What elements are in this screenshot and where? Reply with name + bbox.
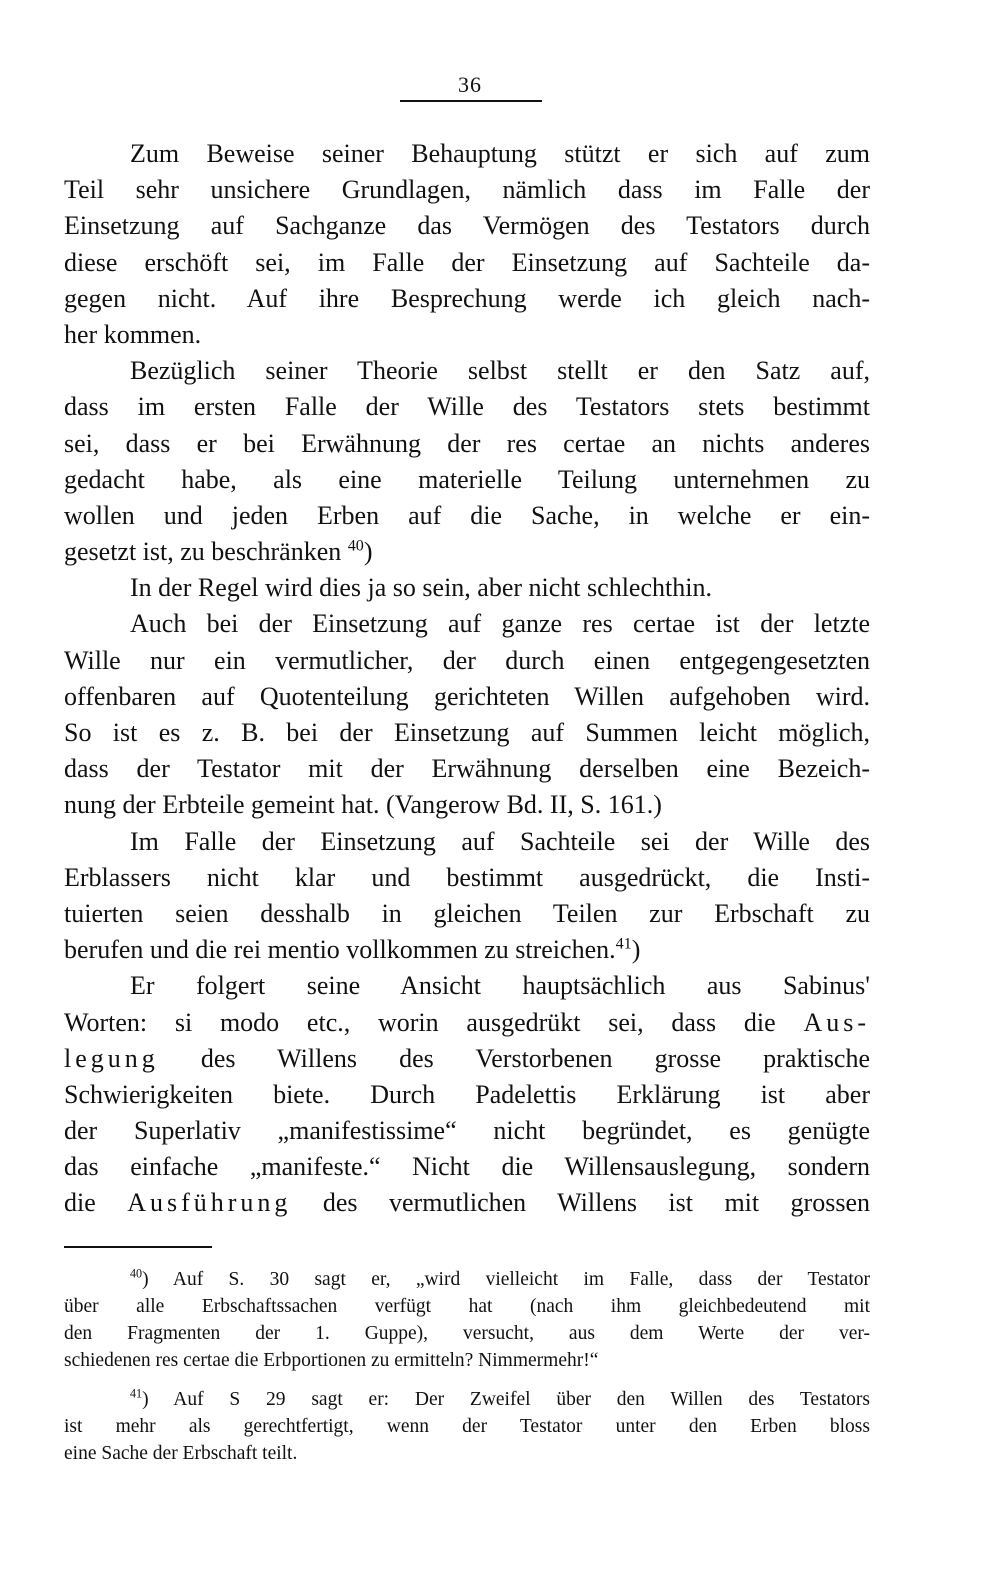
footnote-ref: 40: [347, 537, 364, 555]
text-line: das einfache „manifeste.“ Nicht die Willensauslegung, sondern: [64, 1152, 870, 1182]
text-line: dass im ersten Falle der Wille des Testators stets bestimmt: [64, 392, 870, 422]
text-line: [64, 1041, 870, 1077]
text-line: Im Falle der Einsetzung auf Sachteile sei der Wille des: [130, 826, 870, 856]
text-line: [64, 1005, 870, 1041]
line-text: des vermutlichen Willens ist mit grossen: [322, 1188, 870, 1218]
text-line: tuierten seien desshalb in gleichen Teilen zur Erbschaft zu: [64, 898, 870, 928]
text-line: Schwierigkeiten biete. Durch Padelettis Erklärung ist aber: [64, 1079, 870, 1109]
spaced-emphasis: Ausführung: [127, 1188, 292, 1218]
footnote-ref-paren: ): [363, 537, 373, 567]
spaced-emphasis: Aus-: [803, 1007, 871, 1037]
footnote-marker-number: 40: [130, 1266, 143, 1281]
line-text: gesetzt ist, zu beschränken: [64, 537, 342, 567]
page-number: 36: [458, 72, 482, 97]
text-line: [64, 534, 870, 570]
line-text: die: [64, 1188, 96, 1218]
text-line: Einsetzung auf Sachganze das Vermögen des Testators durch: [64, 211, 870, 241]
text-line: In der Regel wird dies ja so sein, aber nicht schlechthin.: [130, 573, 712, 603]
footnote-ref-paren: ): [631, 935, 641, 965]
text-line: Teil sehr unsichere Grundlagen, nämlich dass im Falle der: [64, 175, 870, 205]
header-rule: [400, 100, 542, 102]
main-text: [64, 136, 870, 1222]
footnote-line: eine Sache der Erbschaft teilt.: [64, 1443, 298, 1464]
line-text: Auf S. 30 sagt er, „wird vielleicht im Falle, dass der Testator: [172, 1269, 870, 1290]
footnote: [64, 1386, 870, 1467]
footnote-line: [64, 1386, 870, 1413]
line-text: des Willens des Verstorbenen grosse praktische: [200, 1043, 871, 1073]
footnote: [64, 1266, 870, 1374]
text-line: diese erschöft sei, im Falle der Einsetzung auf Sachteile da-: [64, 247, 870, 277]
footnote-marker: [130, 1386, 149, 1410]
text-line: Wille nur ein vermutlicher, der durch einen entgegengesetzten: [64, 645, 870, 675]
footnote-line: den Fragmenten der 1. Guppe), versucht, aus dem Werte der ver-: [64, 1323, 870, 1344]
text-line: dass der Testator mit der Erwähnung derselben eine Bezeich-: [64, 754, 870, 784]
text-line: Erblassers nicht klar und bestimmt ausgedrückt, die Insti-: [64, 862, 870, 892]
line-text: Auf S 29 sagt er: Der Zweifel über den Willen des Testators: [173, 1389, 870, 1410]
footnote-line: über alle Erbschaftssachen verfügt hat (nach ihm gleichbedeutend mit: [64, 1296, 870, 1317]
text-line: her kommen.: [64, 319, 202, 349]
text-line: wollen und jeden Erben auf die Sache, in welche er ein-: [64, 500, 870, 530]
text-line: der Superlativ „manifestissime“ nicht begründet, es genügte: [64, 1116, 870, 1146]
paragraph: [64, 606, 870, 823]
footnote-line: ist mehr als gerechtfertigt, wenn der Testator unter den Erben bloss: [64, 1416, 870, 1437]
text-line: So ist es z. B. bei der Einsetzung auf Summen leicht möglich,: [64, 718, 870, 747]
text-line: gedacht habe, als eine materielle Teilung unternehmen zu: [64, 464, 870, 494]
footnote-line: [64, 1266, 870, 1293]
text-line: offenbaren auf Quotenteilung gerichteten Willen aufgehoben wird.: [64, 681, 870, 711]
text-line: Bezüglich seiner Theorie selbst stellt er den Satz auf,: [130, 356, 870, 386]
footnote-ref: 41: [615, 935, 632, 953]
footnote-marker-paren: ): [142, 1269, 149, 1290]
footnote-rule: [64, 1246, 212, 1248]
footnote-marker-paren: ): [142, 1389, 149, 1410]
text-line: [64, 932, 870, 968]
footnotes: [64, 1266, 870, 1467]
footnote-marker: [130, 1266, 149, 1290]
line-text: Worten: si modo etc., worin ausgedrükt sei, dass die: [64, 1007, 776, 1037]
text-line: nung der Erbteile gemeint hat. (Vangerow Bd. II, S. 161.): [64, 790, 662, 820]
paragraph: [64, 968, 870, 1221]
paragraph: [64, 136, 870, 353]
text-line: sei, dass er bei Erwähnung der res certae an nichts anderes: [64, 428, 870, 458]
footnote-marker-number: 41: [130, 1386, 143, 1401]
paragraph: [64, 570, 870, 606]
footnote-gap: [64, 1374, 870, 1386]
text-line: [64, 1185, 870, 1221]
footnote-line: schiedenen res certae die Erbportionen zu ermitteln? Nimmermehr!“: [64, 1350, 599, 1371]
text-line: gegen nicht. Auf ihre Besprechung werde ich gleich nach-: [64, 283, 870, 313]
text-line: Zum Beweise seiner Behauptung stützt er sich auf zum: [130, 139, 870, 168]
spaced-emphasis: legung: [64, 1043, 159, 1073]
paragraph: [64, 824, 870, 969]
text-line: Er folgert seine Ansicht hauptsächlich aus Sabinus': [130, 971, 870, 1001]
paragraph: [64, 353, 870, 570]
line-text: berufen und die rei mentio vollkommen zu streichen.: [64, 935, 616, 965]
text-line: Auch bei der Einsetzung auf ganze res certae ist der letzte: [130, 609, 870, 639]
